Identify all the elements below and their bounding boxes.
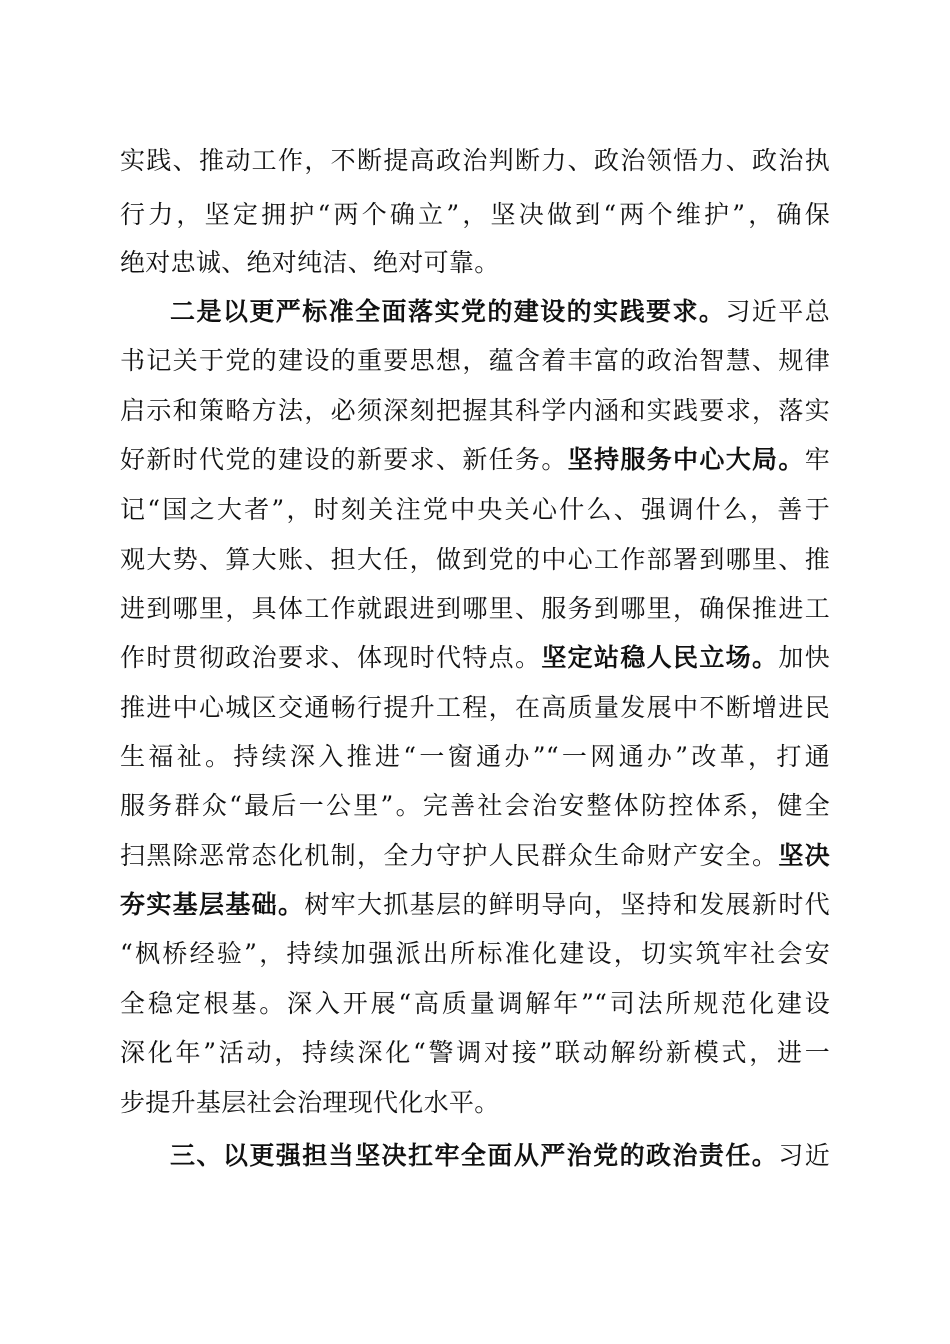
text-line: 绝对忠诚、绝对纯洁、绝对可靠。 bbox=[120, 248, 500, 277]
text-line: 作时贯彻政治要求、体现时代特点。坚定站稳人民立场。加快 bbox=[120, 643, 830, 672]
section-heading: 三、以更强担当坚决扛牢全面从严治党的政治责任。 bbox=[170, 1141, 779, 1170]
text-line: 好新时代党的建设的新要求、新任务。坚持服务中心大局。牢 bbox=[120, 445, 831, 474]
bold-point: 夯实基层基础。 bbox=[120, 890, 305, 919]
text-line: 扫黑除恶常态化机制，全力守护人民群众生命财产安全。坚决 bbox=[120, 841, 830, 870]
text-line: 步提升基层社会治理现代化水平。 bbox=[120, 1088, 500, 1117]
text-line: 推进中心城区交通畅行提升工程，在高质量发展中不断增进民 bbox=[120, 693, 830, 722]
bold-point: 坚定站稳人民立场。 bbox=[541, 643, 779, 672]
section-heading: 二是以更严标准全面落实党的建设的实践要求。 bbox=[170, 297, 726, 326]
text-line: 记“国之大者”，时刻关注党中央关心什么、强调什么，善于 bbox=[120, 495, 830, 524]
text-line: “枫桥经验”，持续加强派出所标准化建设，切实筑牢社会安 bbox=[120, 939, 830, 968]
section-heading-line: 三、以更强担当坚决扛牢全面从严治党的政治责任。习近 bbox=[170, 1141, 830, 1170]
text-line: 生福祉。持续深入推进“一窗通办”“一网通办”改革，打通 bbox=[120, 742, 830, 771]
text-line: 观大势、算大账、担大任，做到党的中心工作部署到哪里、推 bbox=[120, 545, 830, 574]
text-line: 启示和策略方法，必须深刻把握其科学内涵和实践要求，落实 bbox=[120, 396, 830, 425]
text-line: 服务群众“最后一公里”。完善社会治安整体防控体系，健全 bbox=[120, 791, 830, 820]
bold-point: 坚持服务中心大局。 bbox=[567, 445, 805, 474]
text-line: 深化年”活动，持续深化“警调对接”联动解纷新模式，进一 bbox=[120, 1038, 830, 1067]
text-line: 进到哪里，具体工作就跟进到哪里、服务到哪里，确保推进工 bbox=[120, 594, 830, 623]
section-heading-line: 二是以更严标准全面落实党的建设的实践要求。习近平总 bbox=[170, 297, 830, 326]
text-line: 实践、推动工作，不断提高政治判断力、政治领悟力、政治执 bbox=[120, 146, 830, 175]
text-line: 全稳定根基。深入开展“高质量调解年”“司法所规范化建设 bbox=[120, 989, 830, 1018]
text-line: 夯实基层基础。树牢大抓基层的鲜明导向，坚持和发展新时代 bbox=[120, 890, 830, 919]
bold-point: 坚决 bbox=[778, 841, 830, 870]
text-line: 行力，坚定拥护“两个确立”，坚决做到“两个维护”，确保 bbox=[120, 200, 830, 229]
text-line: 书记关于党的建设的重要思想，蕴含着丰富的政治智慧、规律 bbox=[120, 346, 830, 375]
